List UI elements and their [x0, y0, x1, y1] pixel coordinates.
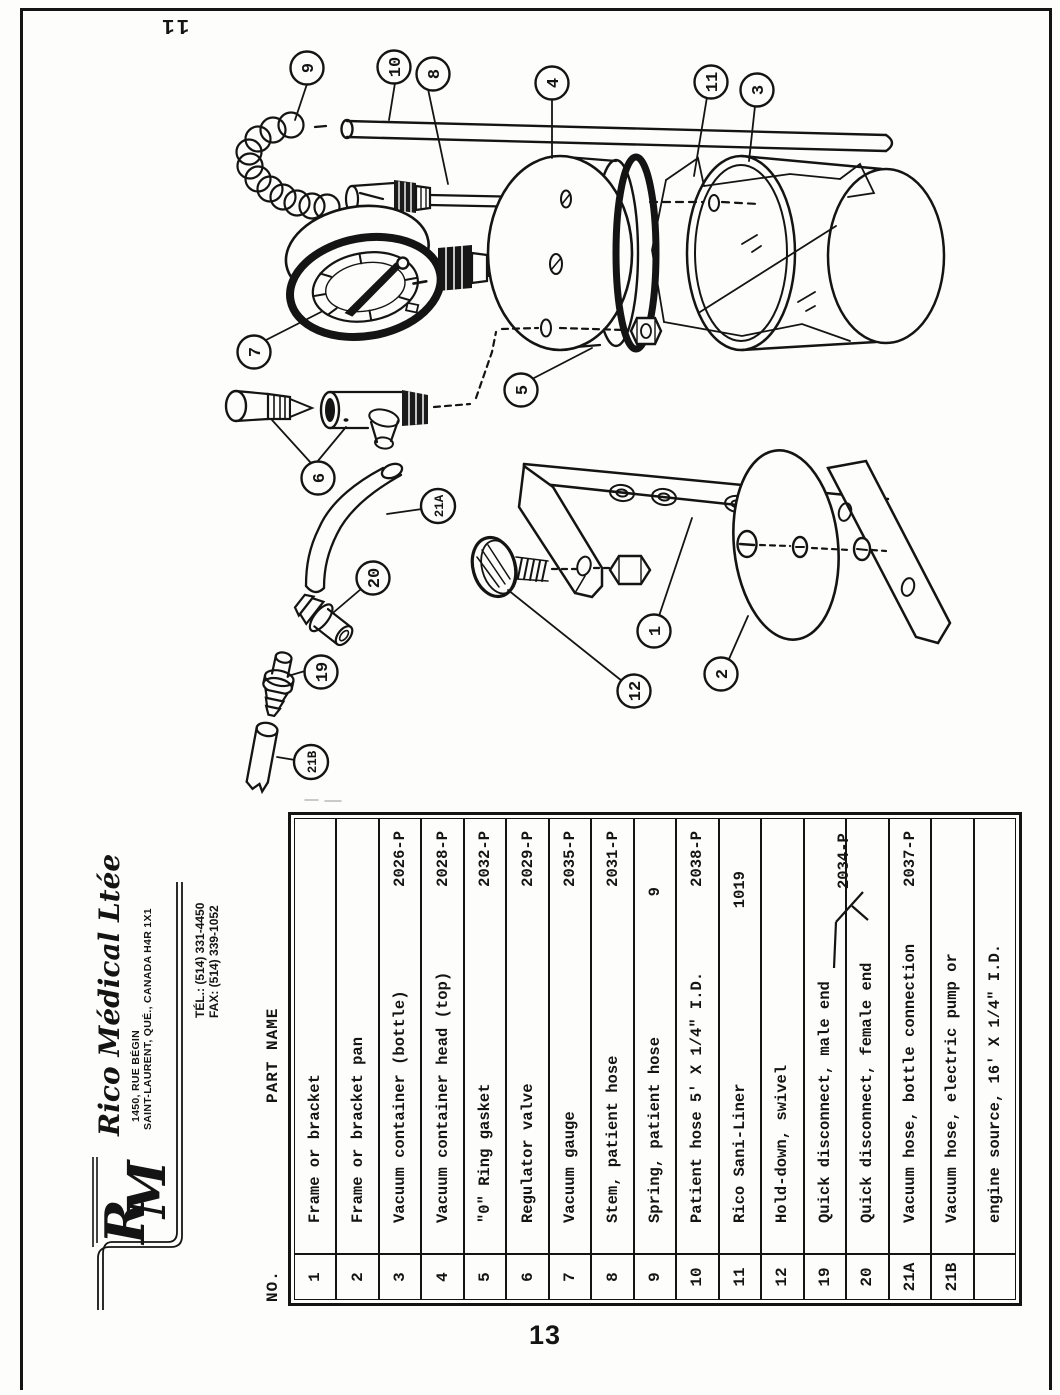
callout-12: [618, 675, 651, 708]
table-row: 11 Rico Sani-Liner 1019: [720, 819, 762, 1299]
svg-text:1: 1: [647, 625, 666, 637]
callout-21A: [421, 489, 455, 523]
svg-text:19: 19: [314, 661, 333, 683]
patient-hose-part: [342, 120, 893, 151]
callout-4: [536, 67, 569, 100]
callout-9: [291, 52, 324, 85]
table-row: 2 Frame or bracket pan: [337, 819, 379, 1299]
quick-disconnect-female-part: [290, 589, 359, 652]
svg-text:11: 11: [704, 71, 723, 93]
callout-21B: [294, 745, 328, 779]
logo-monogram-m: M: [117, 1160, 178, 1218]
table-row: 9 Spring, patient hose 9: [635, 819, 677, 1299]
svg-text:8: 8: [426, 68, 445, 80]
callout-3: [741, 74, 774, 107]
callout-10: [378, 51, 411, 84]
callout-19: [305, 656, 338, 689]
company-address-line2: SAINT-LAURENT, QUÉ., CANADA H4R 1X1: [142, 908, 154, 1130]
callout-11: [695, 66, 728, 99]
table-row: 1 Frame or bracket: [295, 819, 337, 1299]
parts-table-box: [288, 812, 1022, 1306]
callout-2: [705, 658, 738, 691]
svg-text:12: 12: [627, 680, 646, 702]
table-row: 3 Vacuum container (bottle) 2026-P: [380, 819, 422, 1299]
table-row: 6 Regulator valve 2029-P: [507, 819, 549, 1299]
company-fax: FAX: (514) 339-1052: [207, 905, 221, 1018]
callout-20: [357, 562, 390, 595]
parts-table: [250, 812, 1022, 1306]
pump-hose-part: [245, 721, 278, 792]
table-row: 19 Quick disconnect, male end: [805, 819, 847, 1299]
svg-text:7: 7: [247, 346, 266, 358]
company-name: Rico Médical Ltée: [93, 853, 126, 1136]
quick-disconnect-male-part: [257, 650, 299, 719]
svg-text:10: 10: [387, 56, 406, 78]
table-row: 5 "0" Ring gasket 2032-P: [465, 819, 507, 1299]
table-row: 20 Quick disconnect, female end: [847, 819, 889, 1299]
logo-monogram-r: R: [93, 1199, 157, 1244]
svg-text:20: 20: [366, 567, 385, 589]
bottle-part: [687, 156, 944, 350]
shared-part-number: 2034-P: [835, 833, 853, 889]
table-header-no: NO.: [264, 1270, 282, 1302]
svg-text:5: 5: [514, 384, 533, 396]
company-address-line1: 1450, RUE BÉGIN: [130, 1029, 142, 1122]
bracket-nut: [610, 556, 650, 584]
callout-1: [638, 615, 671, 648]
vacuum-gauge-part: [276, 194, 448, 348]
svg-text:6: 6: [311, 472, 330, 484]
callout-8: [417, 58, 450, 91]
svg-text:21A: 21A: [433, 494, 447, 518]
table-row: engine source, 16' X 1/4" I.D.: [975, 819, 1015, 1299]
shared-part-brace: [818, 806, 878, 976]
table-row: 12 Hold-down, swivel: [762, 819, 804, 1299]
scan-noise-mark: [305, 800, 341, 801]
regulator-valve-part: [226, 328, 538, 450]
top-page-number: 11: [160, 13, 190, 36]
table-row: 21B Vacuum hose, electric pump or: [932, 819, 974, 1299]
svg-text:21B: 21B: [306, 750, 320, 774]
callout-7: [238, 336, 271, 369]
table-row: 8 Stem, patient hose 2031-P: [592, 819, 634, 1299]
callout-circles: [238, 51, 774, 780]
callout-6: [302, 462, 335, 495]
table-row: 21A Vacuum hose, bottle connection 2037-P: [890, 819, 932, 1299]
svg-text:2: 2: [714, 668, 733, 680]
svg-text:3: 3: [750, 84, 769, 96]
company-phone: TÉL.: (514) 331-4450: [193, 902, 207, 1018]
svg-text:4: 4: [545, 77, 564, 89]
table-row: 7 Vacuum gauge 2035-P: [550, 819, 592, 1299]
callout-5: [505, 374, 538, 407]
bottom-page-number: 13: [529, 1320, 562, 1350]
right-bracket-arm: [828, 461, 950, 643]
table-row: 4 Vacuum container head (top) 2028-P: [422, 819, 464, 1299]
spring-part: [237, 113, 340, 220]
table-header-part-name: PART NAME: [264, 1007, 282, 1103]
svg-text:9: 9: [300, 62, 319, 74]
table-row: 10 Patient hose 5' X 1/4" I.D. 2038-P: [677, 819, 719, 1299]
